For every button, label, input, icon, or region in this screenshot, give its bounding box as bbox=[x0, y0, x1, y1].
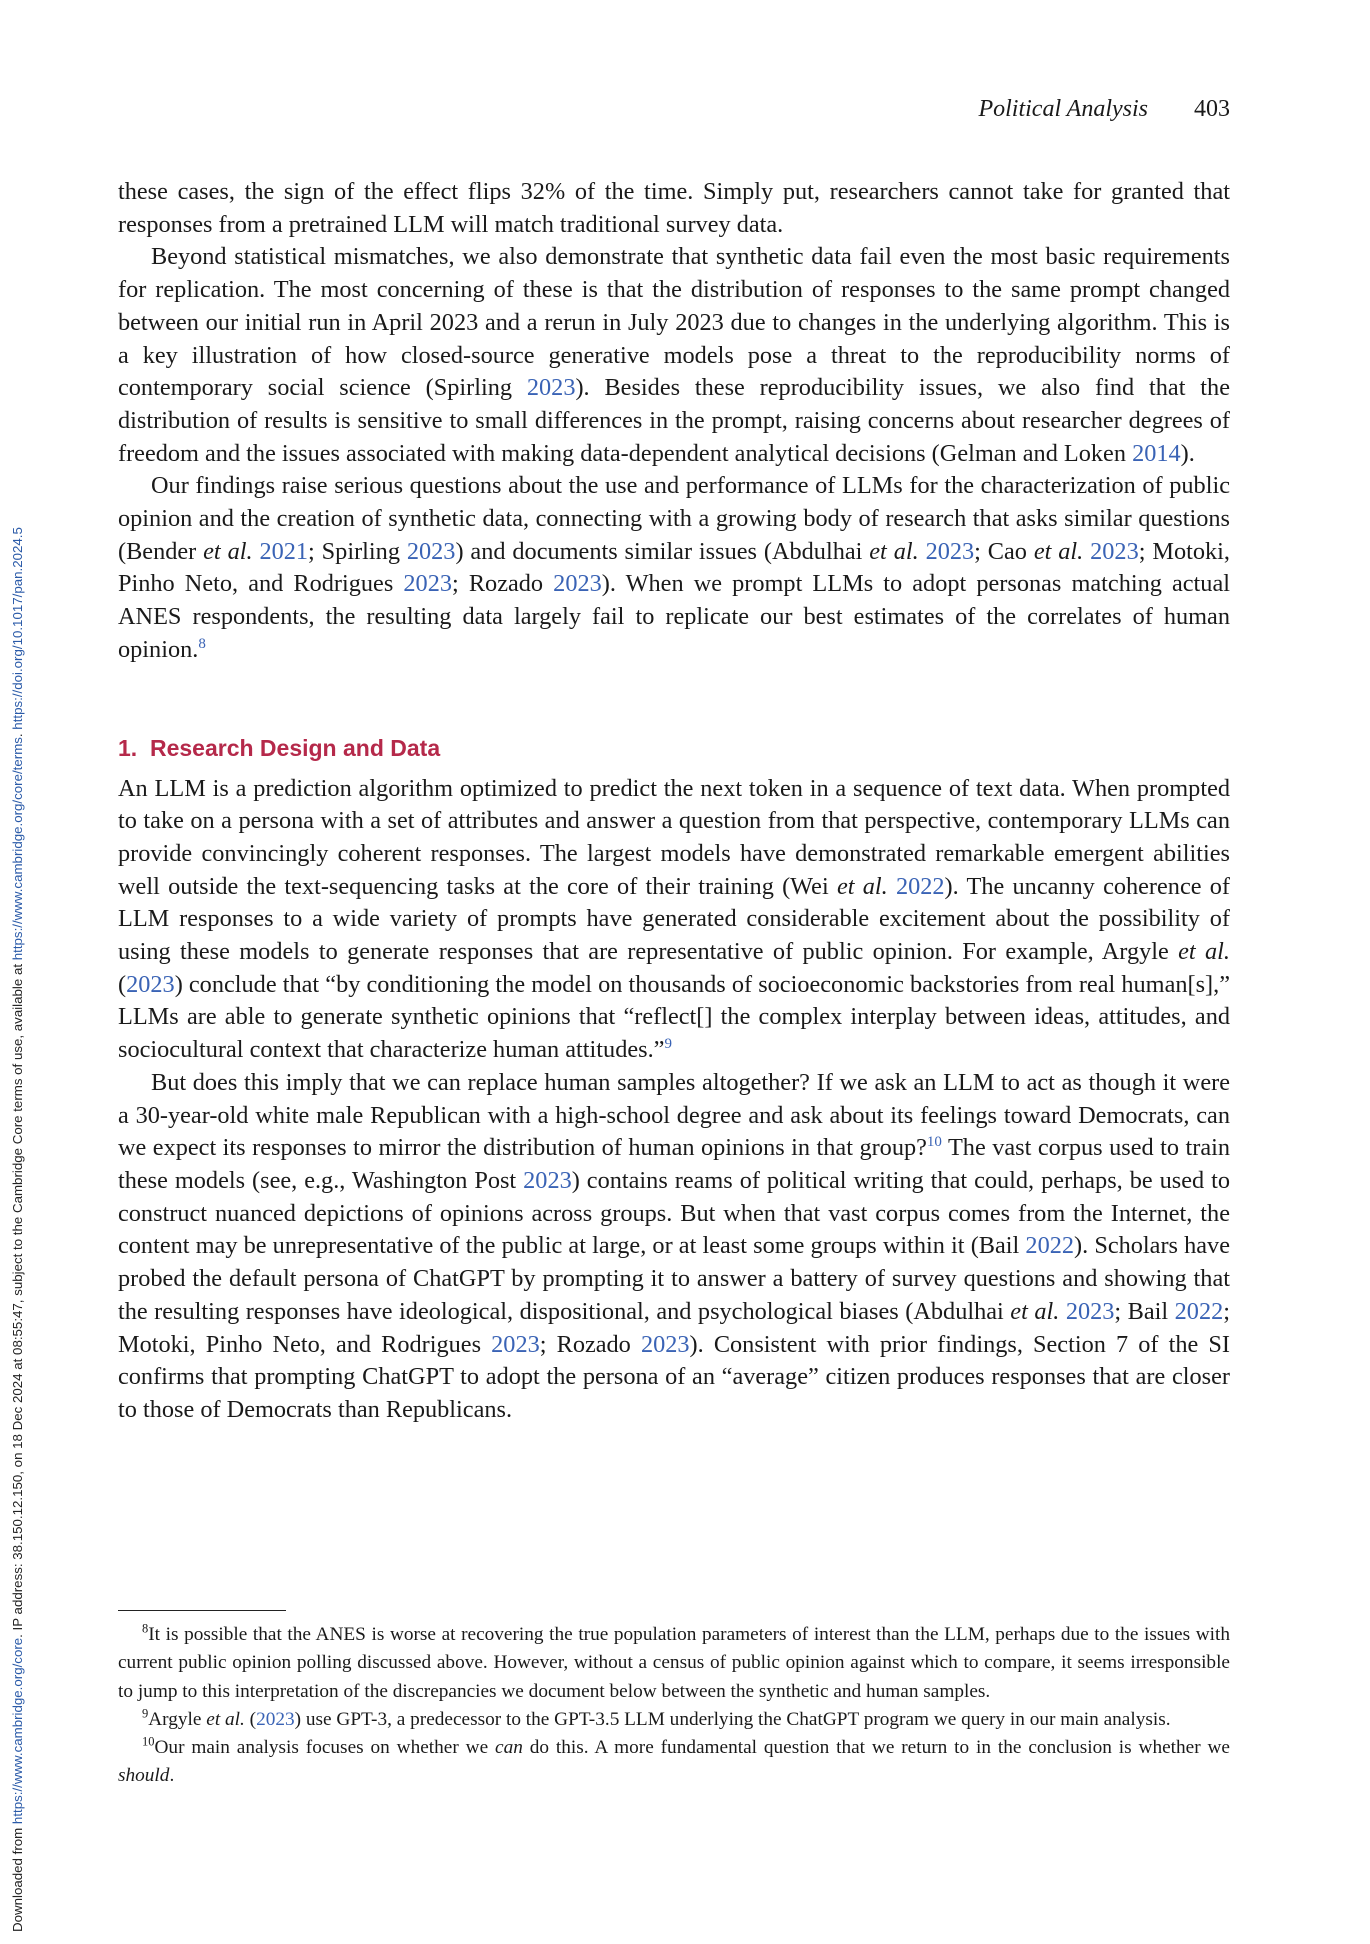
paragraph-text: these cases, the sign of the effect flips 32% of the time. Simply put, researchers cannot take for granted that responses from a pretrained LLM will match traditional survey data. bbox=[118, 178, 1230, 238]
ip-notice-text: . IP address: 38.150.12.150, on 18 Dec 2024 at 08:55:47, subject to the Cambridge Core terms of use, available at bbox=[10, 960, 25, 1638]
citation-link[interactable]: 2023 bbox=[640, 1330, 690, 1358]
et-al: et al. bbox=[203, 537, 253, 565]
section-title: Research Design and Data bbox=[149, 734, 441, 761]
paragraph-text: But does this imply that we can replace human samples altogether? If we ask an LLM to act as though it were a 30-year-old white male Republican with a high-school degree and ask about its feelings toward Democrats, can we expect its responses to mirror the distribution of human opinions in that group? bbox=[118, 1068, 1230, 1162]
paragraph-text: ; Spirling bbox=[308, 537, 407, 565]
footnote-number: 9 bbox=[142, 1706, 149, 1721]
footnote-number: 8 bbox=[142, 1621, 149, 1636]
et-al: et al. bbox=[1010, 1297, 1060, 1325]
footnote-8 bbox=[118, 1621, 1230, 1706]
footnote-number: 10 bbox=[142, 1734, 155, 1749]
paragraph-5 bbox=[118, 1067, 1230, 1427]
paragraph-1 bbox=[118, 176, 1230, 241]
download-notice bbox=[6, 0, 30, 1932]
paragraph-text: ; Rozado bbox=[539, 1330, 641, 1358]
page-number: 403 bbox=[1194, 96, 1230, 122]
footnote-text: ) use GPT-3, a predecessor to the GPT-3.5 LLM underlying the ChatGPT program we query in our main analysis. bbox=[294, 1708, 1171, 1730]
footnote-marker-10[interactable]: 10 bbox=[926, 1134, 942, 1151]
download-sidebar bbox=[6, 0, 30, 1944]
citation-link[interactable]: 2023 bbox=[126, 970, 175, 998]
paragraph-3 bbox=[118, 470, 1230, 666]
paragraph-text: ) contains reams of political writing that could, perhaps, be used to construct nuanced depictions of opinions across groups. But when that vast corpus comes from the Internet, the content may be unrepresentative of the public at large, or at least some groups within it (Bail bbox=[118, 1166, 1230, 1260]
core-link[interactable]: https://www.cambridge.org/core bbox=[10, 1637, 25, 1825]
et-al: et al. bbox=[1178, 938, 1230, 966]
et-al: et al. bbox=[1033, 537, 1084, 565]
paragraph-text: ; Rozado bbox=[451, 570, 554, 598]
footnote-9 bbox=[118, 1706, 1230, 1734]
footnote-divider bbox=[118, 1610, 286, 1611]
main-text bbox=[118, 176, 1230, 1427]
citation-link[interactable]: 2023 bbox=[256, 1708, 295, 1730]
footnote-text: Argyle bbox=[148, 1708, 207, 1730]
footnote-text: . bbox=[169, 1765, 175, 1787]
citation-link[interactable]: 2023 bbox=[526, 374, 576, 402]
citation-link[interactable]: 2023 bbox=[491, 1330, 540, 1358]
footnotes bbox=[118, 1610, 1230, 1791]
citation-link[interactable]: 2023 bbox=[1065, 1297, 1115, 1325]
footnote-marker-9[interactable]: 9 bbox=[664, 1036, 672, 1053]
footnote-text: It is possible that the ANES is worse at recovering the true population parameters of interest than the LLM, perhaps due to the issues with current public opinion polling discussed above. However, without a census of public opinion against which to compare, it seems irresponsible to jump to this interpretation of the discrepancies we document below between the synthetic and human samples. bbox=[118, 1624, 1230, 1702]
citation-link[interactable]: 2021 bbox=[259, 537, 309, 565]
paragraph-text: Beyond statistical mismatches, we also demonstrate that synthetic data fail even the most basic requirements for replication. The most concerning of these is that the distribution of responses to the same prompt changed between our initial run in April 2023 and a rerun in July 2023 due to changes in the underlying algorithm. This is a key illustration of how closed-source generative models pose a threat to the reproducibility norms of contemporary social science (Spirling bbox=[118, 243, 1230, 402]
citation-link[interactable]: 2023 bbox=[553, 570, 602, 598]
paragraph-text: ; Bail bbox=[1114, 1297, 1175, 1325]
paragraph-text: ; Cao bbox=[974, 537, 1034, 565]
emphasis-text: should bbox=[118, 1765, 170, 1787]
et-al: et al. bbox=[206, 1708, 245, 1730]
citation-link[interactable]: 2022 bbox=[895, 872, 945, 900]
paragraph-text: ) and documents similar issues (Abdulhai bbox=[455, 537, 870, 565]
paragraph-text: ). Scholars have probed the default persona of ChatGPT by prompting it to answer a battery of survey questions and showing that the resulting responses have ideological, dispositional, and psychological biases (Abdulhai bbox=[118, 1232, 1230, 1325]
citation-link[interactable]: 2022 bbox=[1174, 1297, 1224, 1325]
separator-text: . bbox=[10, 729, 25, 738]
citation-link[interactable]: 2014 bbox=[1132, 439, 1181, 467]
paragraph-text: ( bbox=[118, 970, 127, 998]
paragraph-text: ). bbox=[1180, 439, 1195, 467]
section-heading bbox=[118, 733, 1230, 763]
download-prefix: Downloaded from bbox=[10, 1824, 25, 1932]
footnote-10 bbox=[118, 1734, 1230, 1791]
citation-link[interactable]: 2023 bbox=[523, 1166, 572, 1194]
paragraph-4 bbox=[118, 773, 1230, 1067]
terms-link[interactable]: https://www.cambridge.org/core/terms bbox=[10, 737, 25, 961]
paragraph-text: ) conclude that “by conditioning the model on thousands of socioeconomic backstories from real human[s],” LLMs are able to generate synthetic opinions that “reflect[] the complex interplay between ideas, attitudes, and sociocultural context that characterize human attitudes.” bbox=[118, 970, 1230, 1064]
citation-link[interactable]: 2023 bbox=[925, 537, 975, 565]
et-al: et al. bbox=[869, 537, 919, 565]
paragraph-text: ). Consistent with prior findings, Section 7 of the SI confirms that prompting ChatGPT to adopt the persona of an “average” citizen produces responses that are closer to those of Democrats than Republicans. bbox=[118, 1330, 1230, 1423]
journal-title: Political Analysis bbox=[978, 96, 1148, 122]
citation-link[interactable]: 2023 bbox=[403, 570, 452, 598]
paragraph-text: ; Motoki, Pinho Neto, and Rodrigues bbox=[118, 537, 1230, 598]
section-number: 1. bbox=[118, 734, 138, 761]
paragraph-text: An LLM is a prediction algorithm optimized to predict the next token in a sequence of text data. When prompted to take on a persona with a set of attributes and answer a question from that perspective, contemporary LLMs can provide convincingly coherent responses. The largest models have demonstrated remarkable emergent abilities well outside the text-sequencing tasks at the core of their training (Wei bbox=[118, 774, 1230, 900]
paragraph-text: ). The uncanny coherence of LLM responses to a wide variety of prompts have generated considerable excitement about the possibility of using these models to generate responses that are representative of public opinion. For example, Argyle bbox=[118, 872, 1231, 966]
paragraph-text: ). Besides these reproducibility issues, we also find that the distribution of results is sensitive to small differences in the prompt, raising concerns about researcher degrees of freedom and the issues associated with making data-dependent analytical decisions (Gelman and Loken bbox=[118, 374, 1230, 467]
paragraph-2 bbox=[118, 241, 1230, 470]
citation-link[interactable]: 2023 bbox=[1090, 537, 1139, 565]
paragraph-text: The vast corpus used to train these models (see, e.g., Washington Post bbox=[118, 1134, 1230, 1194]
citation-link[interactable]: 2023 bbox=[406, 537, 456, 565]
paragraph-text: Our findings raise serious questions about the use and performance of LLMs for the characterization of public opinion and the creation of synthetic data, connecting with a growing body of research that asks similar questions (Bender bbox=[118, 472, 1230, 565]
footnote-text: Our main analysis focuses on whether we bbox=[154, 1737, 496, 1759]
et-al: et al. bbox=[836, 872, 888, 900]
doi-link[interactable]: https://doi.org/10.1017/pan.2024.5 bbox=[10, 527, 25, 730]
citation-link[interactable]: 2022 bbox=[1025, 1232, 1075, 1260]
footnote-marker-8[interactable]: 8 bbox=[198, 635, 206, 652]
running-header bbox=[978, 96, 1230, 123]
paragraph-text: ). When we prompt LLMs to adopt personas matching actual ANES respondents, the resulting data largely fail to replicate our best estimates of the correlates of human opinion. bbox=[118, 570, 1230, 663]
paragraph-text: ; Motoki, Pinho Neto, and Rodrigues bbox=[118, 1297, 1231, 1358]
footnote-text: ( bbox=[244, 1708, 257, 1730]
footnote-text: do this. A more fundamental question that we return to in the conclusion is whether we bbox=[522, 1737, 1230, 1759]
emphasis-text: can bbox=[495, 1737, 523, 1759]
